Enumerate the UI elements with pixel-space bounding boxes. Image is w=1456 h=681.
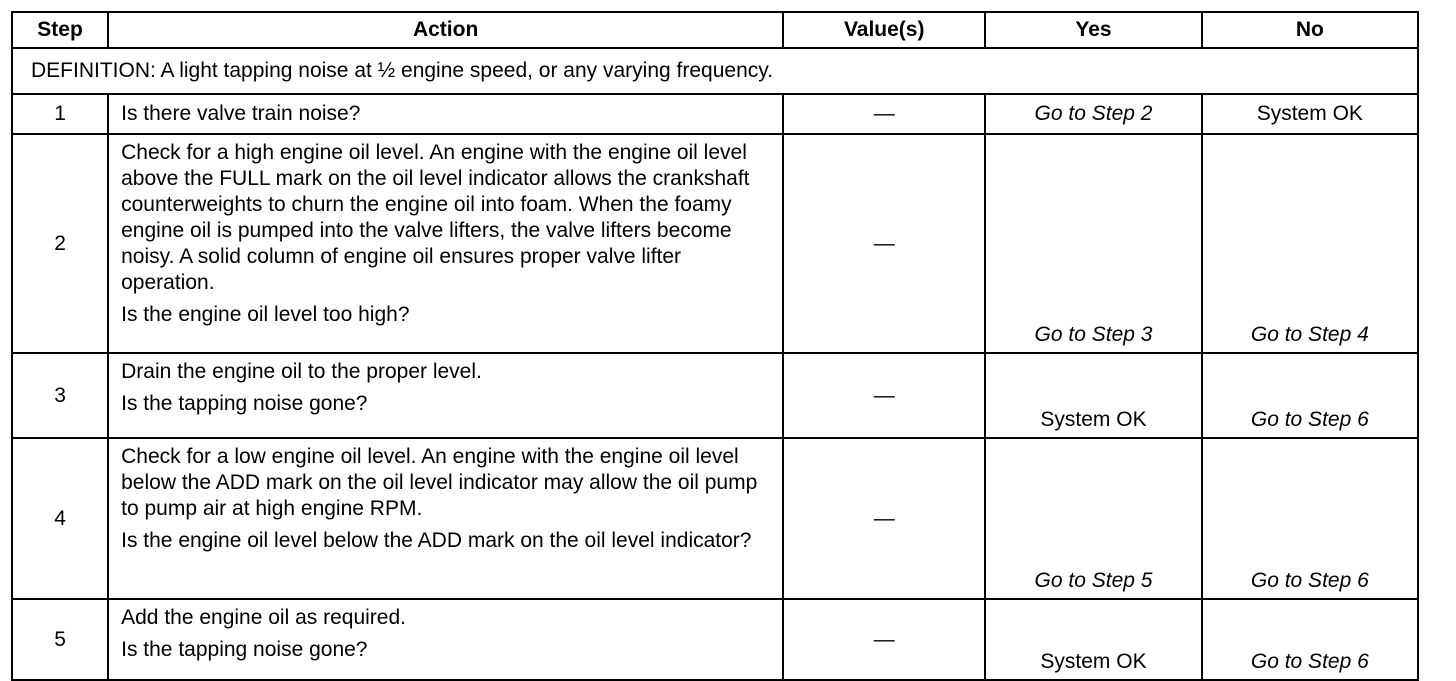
action-text: Check for a low engine oil level. An engine with the engine oil level below the ADD mark on the oil level indicator may allow the oil pump to pump air at high engine RPM.: [121, 445, 758, 520]
action-cell: [108, 353, 783, 438]
definition-text: DEFINITION: A light tapping noise at ½ engine speed, or any varying frequency.: [12, 48, 1418, 94]
action-question: Is there valve train noise?: [121, 102, 361, 125]
diagnostic-table: [11, 11, 1419, 681]
step-number: 5: [12, 599, 108, 680]
action-question: Is the tapping noise gone?: [121, 392, 368, 415]
yes-result: System OK: [985, 599, 1201, 680]
no-result: System OK: [1202, 94, 1418, 134]
action-question: Is the engine oil level below the ADD mark on the oil level indicator?: [121, 529, 752, 552]
value-cell: —: [783, 134, 985, 353]
yes-result: Go to Step 5: [985, 438, 1201, 599]
step-number: 1: [12, 94, 108, 134]
action-cell: [108, 438, 783, 599]
header-no: No: [1202, 12, 1418, 48]
definition-row: [12, 48, 1418, 94]
no-result: Go to Step 6: [1202, 438, 1418, 599]
header-action: Action: [108, 12, 783, 48]
action-cell: [108, 94, 783, 134]
value-cell: —: [783, 94, 985, 134]
action-cell: [108, 599, 783, 680]
yes-result: Go to Step 3: [985, 134, 1201, 353]
no-result: Go to Step 6: [1202, 599, 1418, 680]
step-number: 3: [12, 353, 108, 438]
table-row: [12, 134, 1418, 353]
header-value: Value(s): [783, 12, 985, 48]
header-row: [12, 12, 1418, 48]
action-text: Add the engine oil as required.: [121, 606, 406, 629]
value-cell: —: [783, 438, 985, 599]
step-number: 2: [12, 134, 108, 353]
action-question: Is the engine oil level too high?: [121, 303, 410, 326]
header-yes: Yes: [985, 12, 1201, 48]
action-cell: [108, 134, 783, 353]
yes-result: System OK: [985, 353, 1201, 438]
table-row: [12, 353, 1418, 438]
action-text: Check for a high engine oil level. An engine with the engine oil level above the FULL mark on the oil level indicator allows the crankshaft counterweights to churn the engine oil into foam. When the foamy engine oil is pumped into the valve lifters, the valve lifters become noisy. A solid column of engine oil ensures proper valve lifter operation.: [121, 141, 750, 294]
table-row: [12, 438, 1418, 599]
action-question: Is the tapping noise gone?: [121, 638, 368, 661]
value-cell: —: [783, 599, 985, 680]
value-cell: —: [783, 353, 985, 438]
yes-result: Go to Step 2: [985, 94, 1201, 134]
action-text: Drain the engine oil to the proper level.: [121, 360, 482, 383]
no-result: Go to Step 6: [1202, 353, 1418, 438]
step-number: 4: [12, 438, 108, 599]
table-row: [12, 599, 1418, 680]
table-row: [12, 94, 1418, 134]
no-result: Go to Step 4: [1202, 134, 1418, 353]
header-step: Step: [12, 12, 108, 48]
